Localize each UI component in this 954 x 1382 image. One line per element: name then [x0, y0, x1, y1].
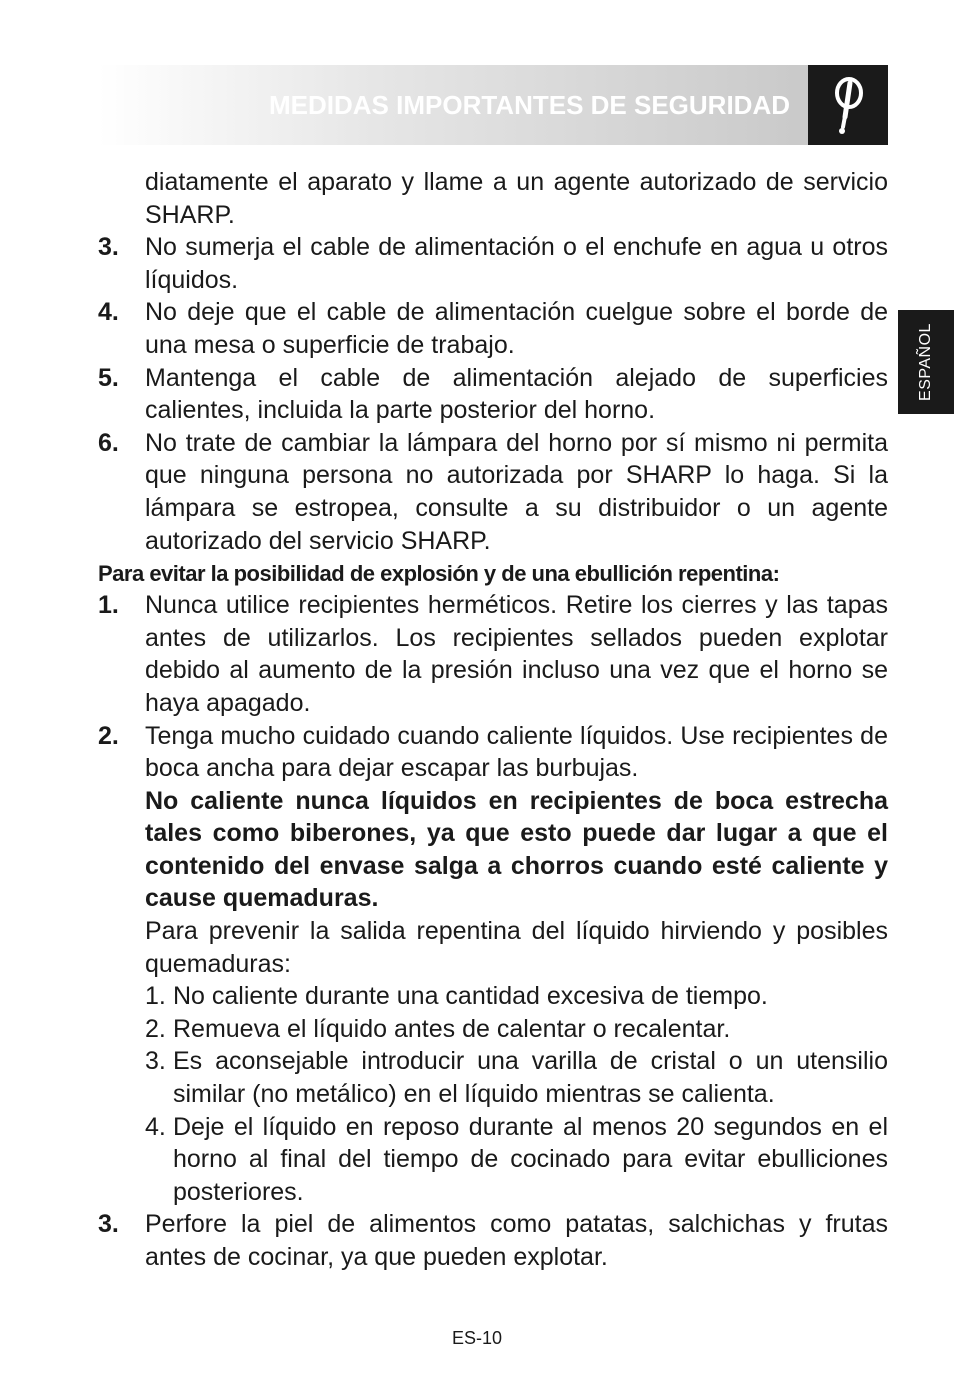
list-item — [98, 589, 888, 719]
item-text: Tenga mucho cuidado cuando caliente líquidos. Use recipientes de boca ancha para dejar escapar las burbujas. — [145, 721, 888, 783]
section-header — [98, 65, 888, 145]
section-heading: Para evitar la posibilidad de explosión y de una ebullición repentina: — [98, 561, 780, 587]
sub-step-number: 4. — [145, 1112, 166, 1141]
page-number: ES-10 — [451, 1328, 503, 1348]
item-number: 1. — [98, 591, 119, 620]
list-item — [98, 296, 888, 361]
sub-step — [145, 980, 888, 1013]
item-number: 4. — [98, 298, 119, 327]
exclamation-icon — [830, 75, 866, 135]
item-text: No trate de cambiar la lámpara del horno por sí mismo ni permita que ninguna persona no autorizada por SHARP lo haga. Si la lámpara se estropea, consulte a su distribuidor o un agente autorizado del servicio SHARP. — [145, 428, 888, 555]
sub-step-text: No caliente durante una cantidad excesiva de tiempo. — [173, 982, 768, 1011]
sub-step-text: Remueva el líquido antes de calentar o recalentar. — [173, 1014, 731, 1043]
sub-step-text: Es aconsejable introducir una varilla de cristal o un utensilio similar (no metálico) en el líquido mientras se calienta. — [173, 1047, 888, 1109]
item-number: 2. — [98, 721, 119, 750]
header-icon-box — [808, 65, 888, 145]
language-label: ESPAÑOL — [917, 323, 934, 401]
item-number: 6. — [98, 428, 119, 457]
list-item — [98, 720, 888, 1209]
item-text: Perfore la piel de alimentos como patatas, salchichas y frutas antes de cocinar, ya que pueden explotar. — [145, 1210, 888, 1271]
item-text: No sumerja el cable de alimentación o el enchufe en agua u otros líquidos. — [145, 233, 888, 294]
item-number: 5. — [98, 363, 119, 392]
sub-step — [145, 1045, 888, 1110]
intro-continuation: diatamente el aparato y llame a un agente autorizado de servicio SHARP. — [145, 168, 888, 229]
item-text: No deje que el cable de alimentación cuelgue sobre el borde de una mesa o superficie de trabajo. — [145, 298, 888, 359]
list-item — [98, 362, 888, 427]
sub-step-number: 1. — [145, 982, 166, 1011]
list-item — [98, 1208, 888, 1273]
sub-step-number: 2. — [145, 1014, 166, 1043]
page-content — [98, 166, 888, 1274]
sub-step-text: Deje el líquido en reposo durante al menos 20 segundos en el horno al final del tiempo de cocinado para evitar ebulliciones posteriores. — [173, 1112, 888, 1206]
list-item — [98, 231, 888, 296]
warning-text: No caliente nunca líquidos en recipientes de boca estrecha tales como biberones, ya que esto puede dar lugar a que el contenido del envase salga a chorros cuando esté caliente y cause quemaduras. — [145, 786, 888, 913]
item-number: 3. — [98, 233, 119, 262]
item-text: Nunca utilice recipientes herméticos. Retire los cierres y las tapas antes de utilizarlos. Los recipientes sellados pueden explotar debido al aumento de la presión incluso una vez que el horno se haya apagado. — [145, 591, 888, 717]
sub-step — [145, 1013, 888, 1046]
header-title: MEDIDAS IMPORTANTES DE SEGURIDAD — [269, 90, 790, 120]
language-tab — [898, 310, 954, 414]
item-number: 3. — [98, 1210, 119, 1239]
item-text: Mantenga el cable de alimentación alejado de superficies calientes, incluida la parte posterior del horno. — [145, 363, 888, 425]
prevent-intro: Para prevenir la salida repentina del líquido hirviendo y posibles quemaduras: — [145, 917, 888, 978]
sub-step — [145, 1111, 888, 1209]
list-item — [98, 427, 888, 557]
sub-step-number: 3. — [145, 1047, 166, 1076]
